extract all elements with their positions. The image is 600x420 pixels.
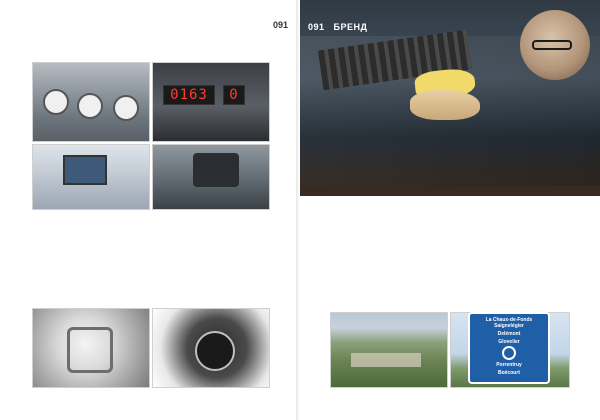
right-page — [300, 0, 600, 420]
photo-watchmaker — [300, 0, 600, 196]
photo-testing-rig — [32, 144, 150, 210]
right-page-text-column-2 — [412, 204, 488, 308]
watch-dial — [195, 331, 235, 371]
left-page-text-column-2 — [114, 214, 188, 304]
sign-destination-4: Boécourt — [498, 370, 520, 376]
sign-destination-1: Delémont — [497, 331, 521, 337]
section-label: БРЕНД — [333, 22, 368, 32]
left-page-text-column-1 — [32, 214, 106, 304]
photo-watch-handling — [152, 308, 270, 388]
photo-aerial-valley — [330, 312, 448, 388]
instrument-dial — [43, 89, 69, 115]
right-page-text-column-1 — [330, 204, 406, 308]
watchmaker-hand — [410, 90, 480, 120]
glasses — [532, 40, 572, 50]
instrument-dial — [113, 95, 139, 121]
right-page-header — [308, 22, 367, 32]
photo-watch-component — [32, 308, 150, 388]
sign-destination-3: Porrentruy — [496, 362, 522, 368]
town-cluster — [351, 353, 421, 367]
led-readout-small: 0 — [223, 85, 245, 105]
roundabout-icon — [502, 346, 516, 360]
led-readout-main: 0163 — [163, 85, 215, 105]
left-page — [0, 0, 298, 420]
monitor-screen — [63, 155, 107, 185]
sign-destination-2: Glovelier — [498, 339, 520, 345]
right-page-text-column-3 — [494, 204, 570, 308]
photo-digital-readout — [152, 62, 270, 142]
left-page-text-column-3 — [196, 214, 270, 304]
photo-lab-instruments — [32, 62, 150, 142]
watch-case — [67, 327, 113, 373]
right-page-number: 091 — [308, 22, 325, 32]
machine-head — [193, 153, 239, 187]
instrument-dial — [77, 93, 103, 119]
left-page-header — [273, 20, 288, 30]
left-page-number: 091 — [272, 20, 288, 30]
photo-machine — [152, 144, 270, 210]
sign-top-destination: La Chaux-de-Fonds Saignelégier — [485, 317, 533, 329]
road-sign — [468, 312, 550, 384]
